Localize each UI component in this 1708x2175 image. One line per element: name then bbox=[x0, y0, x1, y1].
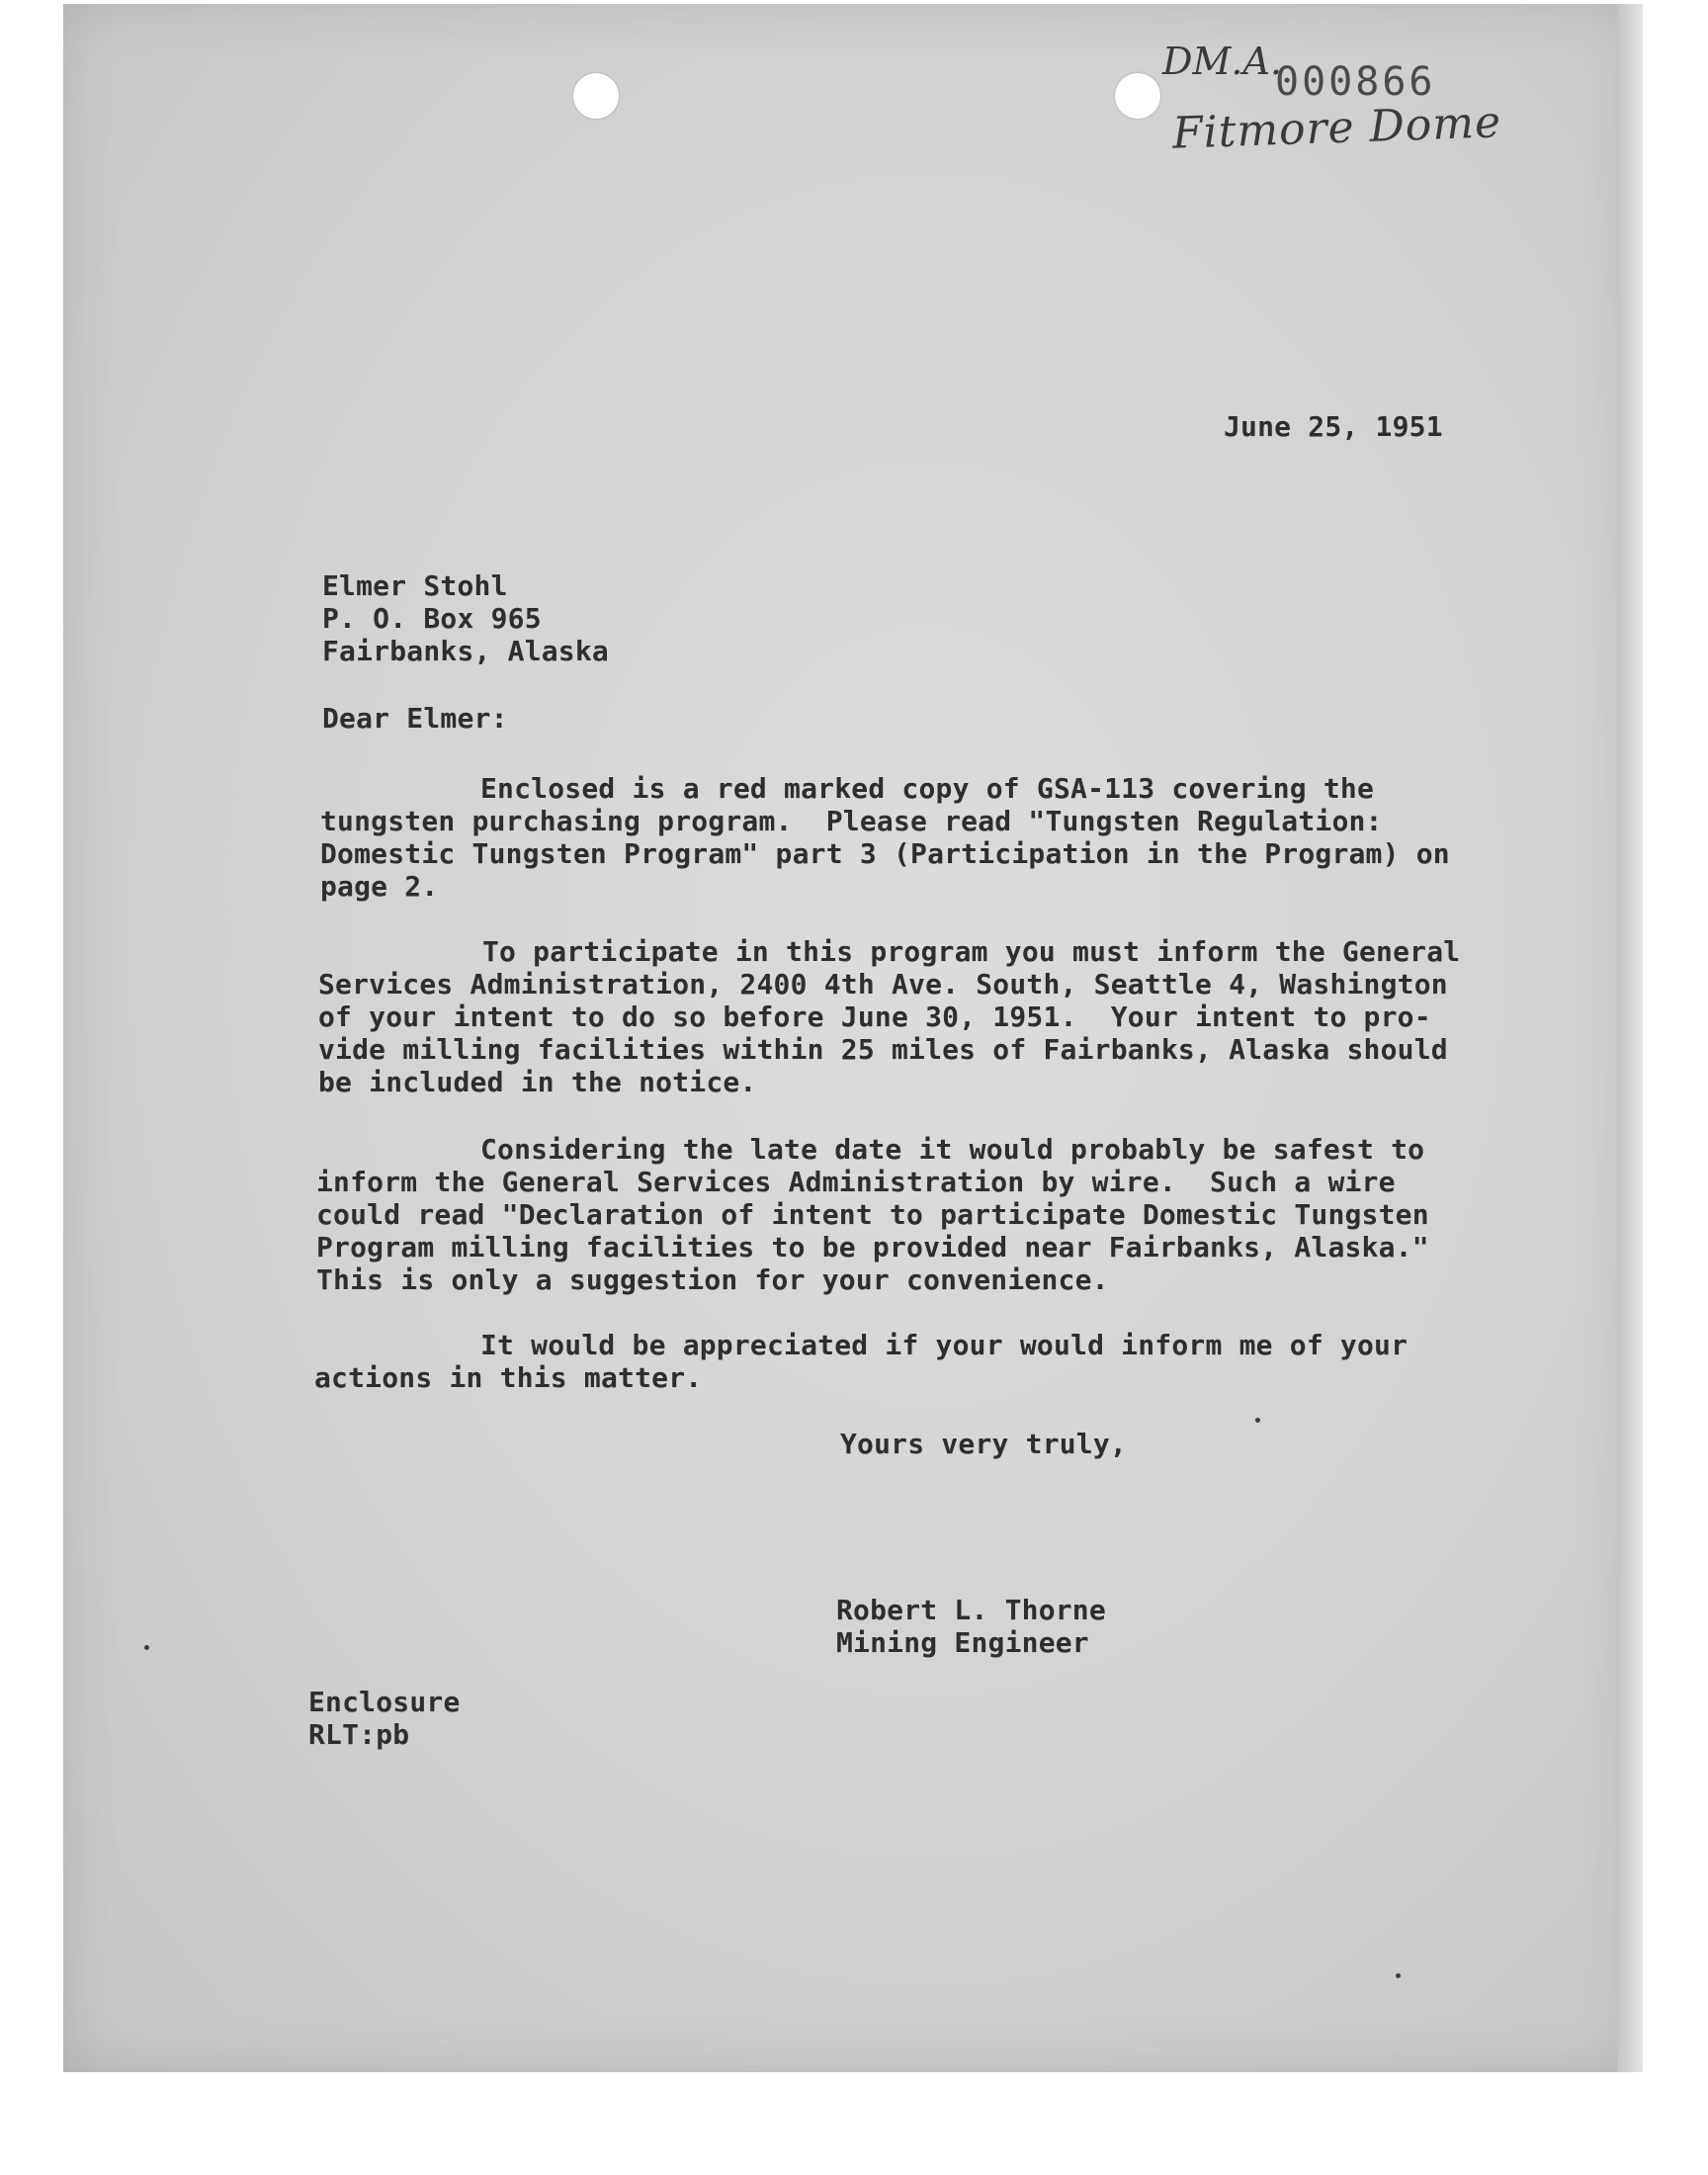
punch-hole-right bbox=[1115, 73, 1160, 119]
paragraph-2-line-3: of your intent to do so before June 30, 1951. Your intent to pro- bbox=[318, 1000, 1431, 1033]
paragraph-1-line-4: page 2. bbox=[320, 870, 439, 903]
handwritten-note: Fitmore Dome bbox=[1171, 97, 1502, 159]
salutation: Dear Elmer: bbox=[322, 702, 508, 735]
file-stamp-number: 000866 bbox=[1275, 59, 1436, 105]
signer-name: Robert L. Thorne bbox=[836, 1594, 1106, 1626]
punch-hole-left bbox=[573, 73, 619, 119]
recipient-name: Elmer Stohl bbox=[322, 569, 508, 602]
letter-date: June 25, 1951 bbox=[1224, 410, 1443, 443]
paragraph-1-line-2: tungsten purchasing program. Please read "Tungsten Regulation: bbox=[320, 805, 1383, 837]
paragraph-3-line-2: inform the General Services Administration by wire. Such a wire bbox=[316, 1166, 1396, 1198]
paragraph-3-line-3: could read "Declaration of intent to participate Domestic Tungsten bbox=[316, 1198, 1429, 1231]
paragraph-2-line-2: Services Administration, 2400 4th Ave. South, Seattle 4, Washington bbox=[318, 968, 1448, 1000]
scan-speck bbox=[144, 1645, 149, 1650]
paragraph-4-line-2: actions in this matter. bbox=[314, 1361, 703, 1394]
paragraph-4-line-1: It would be appreciated if your would inform me of your bbox=[480, 1329, 1409, 1361]
scan-speck bbox=[1396, 1973, 1401, 1978]
enclosure-note: Enclosure bbox=[308, 1686, 461, 1718]
closing: Yours very truly, bbox=[840, 1428, 1127, 1460]
recipient-address: P. O. Box 965 bbox=[322, 602, 542, 635]
paragraph-1-line-1: Enclosed is a red marked copy of GSA-113 covering the bbox=[480, 772, 1375, 805]
paragraph-3-line-4: Program milling facilities to be provided near Fairbanks, Alaska." bbox=[316, 1231, 1429, 1263]
signer-title: Mining Engineer bbox=[836, 1626, 1089, 1659]
paper-edge bbox=[1617, 4, 1643, 2072]
paragraph-1-line-3: Domestic Tungsten Program" part 3 (Participation in the Program) on bbox=[320, 837, 1450, 870]
reference-initials: RLT:pb bbox=[308, 1718, 410, 1751]
paragraph-2-line-5: be included in the notice. bbox=[318, 1066, 757, 1098]
paragraph-2-line-4: vide milling facilities within 25 miles of Fairbanks, Alaska should bbox=[318, 1033, 1448, 1066]
paragraph-3-line-1: Considering the late date it would probably be safest to bbox=[480, 1133, 1425, 1166]
paragraph-3-line-5: This is only a suggestion for your convenience. bbox=[316, 1263, 1109, 1296]
recipient-city: Fairbanks, Alaska bbox=[322, 635, 609, 667]
scan-speck bbox=[1255, 1418, 1260, 1423]
paragraph-2-line-1: To participate in this program you must inform the General bbox=[482, 935, 1461, 968]
file-stamp-prefix: DM.A. bbox=[1162, 40, 1282, 83]
